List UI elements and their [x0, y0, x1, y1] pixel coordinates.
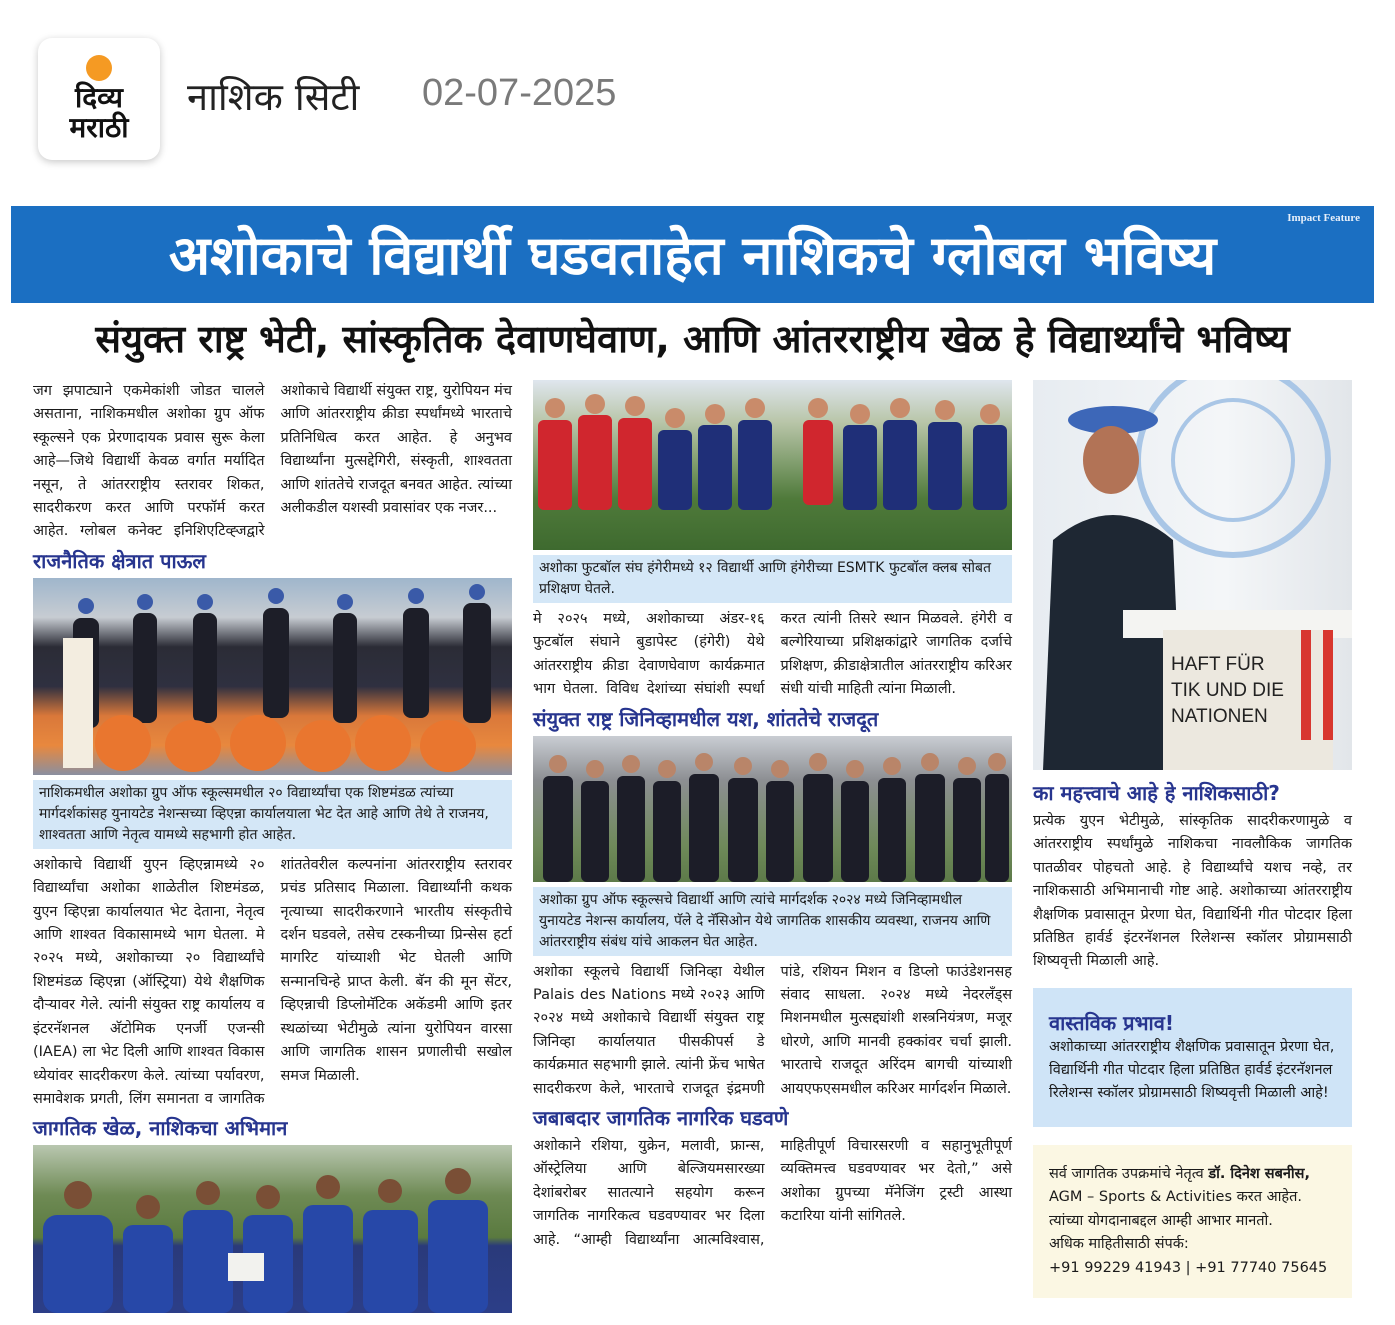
article-text-geneva: अशोका स्कूलचे विद्यार्थी जिनिव्हा येथील Palais des Nations मध्ये २०२३ आणि २०२४ मध्ये अशोकाचे विद्यार्थी संयुक्त राष्ट्र जिनिव्हा कार्यालयात पीसकीपर्स डे कार्यक्रमात सहभागी झाले. त्यांनी फ्रेंच भाषेत सादरीकरण केले, भारताचे राजदूत इंद्रमणी पांडे, रशियन मिशन व डिप्लो फाउंडेशनसह संवाद साधला. २०२४ मध्ये नेदरलँड्स मिशनमधील मुत्सद्द्यांशी शस्त्रनियंत्रण, मजूर धोरणे, आणि मानवी हक्कांवर चर्चा झाली. भारताचे राजदूत अरिंदम बागची यांच्याशी आयएफएसमधील करिअर मार्गदर्शन मिळाले.	[533, 963, 1012, 1097]
contact-phones: +91 99229 41943 | +91 77740 75645	[1049, 1259, 1328, 1276]
article-text-global-citizens: अशोकाने रशिया, युक्रेन, मलावी, फ्रान्स, ऑस्ट्रेलिया आणि बेल्जियमसारख्या देशांबरोबर सातत्याने सहयोग करून जागतिक नागरिकत्व घडवण्यावर भर दिला आहे. “आम्ही विद्यार्थ्यांना आत्मविश्वास, माहितीपूर्ण विचारसरणी व सहानुभूतीपूर्ण व्यक्तिमत्त्व घडवण्यावर भर देतो,” असे अशोका ग्रुपच्या मॅनेजिंग ट्रस्टी आस्था कटारिया यांनी सांगितले.	[533, 1138, 1012, 1248]
photo-geneva-delegation	[533, 736, 1012, 882]
photo-sign-line-3: NATIONEN	[1171, 706, 1268, 727]
photo-caption-football: अशोका फुटबॉल संघ हंगेरीमध्ये १२ विद्यार्थी आणि हंगेरीच्या ESMTK फुटबॉल क्लब सोबत प्रशिक्षण घेतले.	[533, 555, 1012, 603]
photo-sign-line-2: TIK UND DIE	[1171, 680, 1284, 701]
credit-role: AGM – Sports & Activities करत आहेत.	[1049, 1189, 1302, 1206]
section-heading-why-nashik: का महत्त्वाचे आहे हे नाशिकसाठी?	[1033, 781, 1280, 805]
intro-text: जग झपाट्याने एकमेकांशी जोडत चालले असताना, नाशिकमधील अशोका ग्रुप ऑफ स्कूल्सने एक प्रेरणादायक प्रवास सुरू केला आहे—जिथे विद्यार्थी केवळ वर्गात मर्यादित नसून, ते आंतरराष्ट्रीय स्तरावर शिकत, सादरीकरण करत आणि परफॉर्म करत आहेत. ग्लोबल कनेक्ट इनिशिएटिव्ह्जद्वारे अशोकाचे विद्यार्थी संयुक्त राष्ट्र, युरोपियन मंच आणि आंतरराष्ट्रीय क्रीडा स्पर्धांमध्ये भारताचे प्रतिनिधित्व करत आहेत. हे अनुभव विद्यार्थ्यांना मुत्सद्देगिरी, संस्कृती, शाश्वतता आणि शांततेचे राजदूत बनवत आहेत. त्यांच्या अलीकडील यशस्वी प्रवासांवर एक नजर...	[33, 383, 512, 540]
credit-name: डॉ. दिनेश सबनीस,	[1208, 1165, 1310, 1182]
edition-date: 02-07-2025	[422, 72, 617, 114]
edition-name: नाशिक सिटी	[187, 75, 360, 119]
subheadline: संयुक्त राष्ट्र भेटी, सांस्कृतिक देवाणघेवाण, आणि आंतरराष्ट्रीय खेळ हे विद्यार्थ्यांचे भविष्य	[95, 317, 1290, 361]
photo-caption-geneva: अशोका ग्रुप ऑफ स्कूल्सचे विद्यार्थी आणि त्यांचे मार्गदर्शक २०२४ मध्ये जिनिव्हामधील युनायटेड नेशन्स कार्यालय, पॅले दे नॅसिओन येथे जागतिक शासकीय व्यवस्था, राजनय आणि आंतरराष्ट्रीय संबंध यांचे आकलन घेत आहेत.	[533, 887, 1012, 956]
impact-feature-tag: Impact Feature	[1287, 212, 1360, 224]
credit-thanks: त्यांच्या योगदानाबद्दल आम्ही आभार मानतो.	[1049, 1212, 1273, 1229]
photo-vienna-delegation	[33, 578, 512, 775]
logo-word-1: दिव्य	[75, 81, 123, 114]
divya-marathi-logo	[38, 38, 160, 160]
article-text-vienna: अशोकाचे विद्यार्थी युएन व्हिएन्नामध्ये २० विद्यार्थ्यांचा अशोका शाळेतील शिष्टमंडळ, युएन व्हिएन्ना कार्यालयात भेट देताना, नेतृत्व आणि शाश्वत विकासामध्ये भाग घेतला. मे २०२५ मध्ये, अशोकाच्या २० विद्यार्थ्यांचे शिष्टमंडळ व्हिएन्ना (ऑस्ट्रिया) येथे शैक्षणिक दौऱ्यावर गेले. त्यांनी संयुक्त राष्ट्र कार्यालय व इंटरनॅशनल अ‍ॅटोमिक एनर्जी एजन्सी (IAEA) ला भेट दिली आणि शाश्वत विकास ध्येयांवर सादरीकरण केले. त्यांच्या पर्यावरण, समावेशक प्रगती, लिंग समानता व जागतिक शांततेवरील कल्पनांना आंतरराष्ट्रीय स्तरावर प्रचंड प्रतिसाद मिळाला. विद्यार्थ्यांनी कथक नृत्याच्या सादरीकरणाने भारतीय संस्कृतीचे दर्शन घडवले, तसेच टस्कनीच्या प्रिन्सेस हर्टा मागरिट यांच्याशी भेट घेतली आणि सन्मानचिन्हे प्राप्त केली. बॅन की मून सेंटर, व्हिएन्नाची डिप्लोमॅटिक अकॅडमी आणि इतर स्थळांच्या भेटीमुळे त्यांना युरोपियन वारसा आणि जागतिक शासन प्रणालीची सखोल समज मिळाली.	[33, 856, 512, 1107]
impact-box	[1033, 988, 1352, 1127]
column-1	[33, 380, 512, 1313]
article-text-football: मे २०२५ मध्ये, अशोकाच्या अंडर-१६ फुटबॉल संघाने बुडापेस्ट (हंगेरी) येथे आंतरराष्ट्रीय क्रीडा देवाणघेवाण कार्यक्रमात भाग घेतला. विविध देशांच्या संघांशी स्पर्धा करत त्यांनी तिसरे स्थान मिळवले. हंगेरी व बल्गेरियाच्या प्रशिक्षकांद्वारे जागतिक दर्जाचे प्रशिक्षण, क्रीडाक्षेत्रातील आंतरराष्ट्रीय करिअर संधी यांची माहिती त्यांना मिळाली.	[533, 611, 1012, 698]
section-heading-diplomacy: राजनैतिक क्षेत्रात पाऊल	[33, 548, 206, 573]
impact-heading: वास्तविक प्रभाव!	[1049, 1010, 1174, 1035]
section-heading-sports: जागतिक खेळ, नाशिकचा अभिमान	[33, 1116, 288, 1141]
section-heading-geneva: संयुक्त राष्ट्र जिनिव्हामधील यश, शांततेचे राजदूत	[533, 706, 879, 731]
photo-sign-line-1: HAFT FÜR	[1171, 654, 1265, 675]
contact-label: अधिक माहितीसाठी संपर्क:	[1049, 1236, 1189, 1253]
main-headline: अशोकाचे विद्यार्थी घडवताहेत नाशिकचे ग्लोबल भविष्य	[168, 224, 1217, 287]
credits-box	[1033, 1145, 1352, 1299]
photo-student-speaking	[1033, 380, 1352, 770]
photo-football-team	[533, 380, 1012, 550]
article-text-why-nashik: प्रत्येक युएन भेटीमुळे, सांस्कृतिक सादरीकरणामुळे व आंतरराष्ट्रीय स्पर्धांमुळे नाशिकचा नावलौकिक जागतिक पातळीवर पोहचतो आहे. हे विद्यार्थ्यांचे यशच नव्हे, तर नाशिकसाठी अभिमानाची गोष्ट आहे. अशोकाच्या आंतरराष्ट्रीय शैक्षणिक प्रवासातून प्रेरणा घेत, विद्यार्थिनी गीत पोटदार हिला प्रतिष्ठित हार्वर्ड इंटरनॅशनल रिलेशन्स स्कॉलर प्रोग्रामसाठी शिष्यवृत्ती मिळाली आहे.	[1033, 813, 1352, 970]
logo-word-2: मराठी	[69, 111, 129, 144]
credit-lead: सर्व जागतिक उपक्रमांचे नेतृत्व	[1049, 1165, 1209, 1182]
photo-sports-team	[33, 1145, 512, 1313]
photo-caption-vienna: नाशिकमधील अशोका ग्रुप ऑफ स्कूल्समधील २० विद्यार्थ्यांचा एक शिष्टमंडळ त्यांच्या मार्गदर्शकांसह युनायटेड नेशन्सच्या व्हिएन्ना कार्यालयाला भेट देत आहे आणि तेथे ते राजनय, शाश्वतता आणि नेतृत्व यामध्ये सहभागी होत आहेत.	[33, 780, 512, 849]
column-3	[1033, 380, 1352, 1298]
section-heading-global-citizens: जबाबदार जागतिक नागरिक घडवणे	[533, 1106, 789, 1131]
sun-icon	[86, 55, 112, 81]
impact-text: अशोकाच्या आंतरराष्ट्रीय शैक्षणिक प्रवासातून प्रेरणा घेत, विद्यार्थिनी गीत पोटदार हिला प्रतिष्ठित हार्वर्ड इंटरनॅशनल रिलेशन्स स्कॉलर प्रोग्रामसाठी शिष्यवृत्ती मिळाली आहे!	[1049, 1038, 1335, 1101]
headline-banner	[11, 206, 1374, 303]
column-2	[533, 380, 1012, 1252]
